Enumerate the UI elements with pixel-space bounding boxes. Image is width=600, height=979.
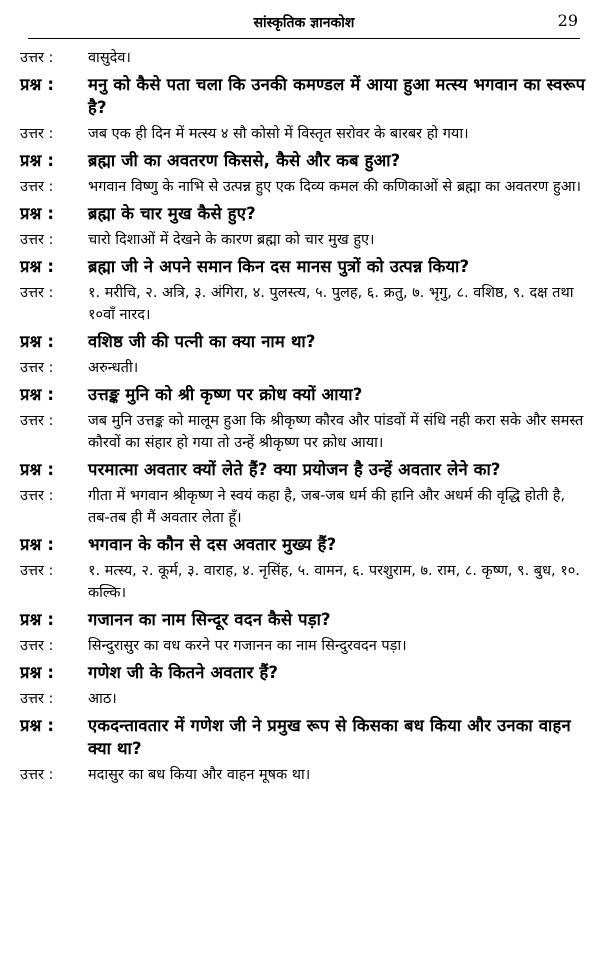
answer-label: उत्तर : [20,232,54,248]
question-entry [20,533,588,556]
answer-entry [20,485,588,529]
question-text: ब्रह्मा के चार मुख कैसे हुए? [88,204,256,223]
question-entry [20,330,588,353]
question-text: गणेश जी के कितने अवतार हैं? [88,663,279,682]
answer-text: भगवान विष्णु के नाभि से उत्पन्न हुए एक दिव्य कमल की कणिकाओं से ब्रह्मा का अवतरण हुआ। [88,179,582,195]
answer-label: उत्तर : [20,126,54,142]
question-text: उत्तङ्क मुनि को श्री कृष्ण पर क्रोध क्यों आया? [88,385,363,404]
question-label: प्रश्न : [20,332,55,351]
question-entry [20,73,588,119]
question-entry [20,202,588,225]
question-text: गजानन का नाम सिन्दूर वदन कैसे पड़ा? [88,610,331,629]
answer-text: अरुन्धती। [88,360,139,376]
question-entry [20,458,588,481]
answer-entry [20,688,588,710]
answer-text: आठ। [88,691,117,707]
question-entry [20,608,588,631]
answer-text: मदासुर का बध किया और वाहन मूषक था। [88,767,311,783]
answer-entry [20,357,588,379]
page-header [28,0,580,39]
question-label: प्रश्न : [20,257,55,276]
question-label: प्रश्न : [20,716,55,735]
answer-label: उत्तर : [20,179,54,195]
question-entry [20,714,588,760]
answer-label: उत्तर : [20,413,54,429]
question-label: प्रश्न : [20,535,55,554]
question-text: एकदन्तावतार में गणेश जी ने प्रमुख रूप से किसका बध किया और उनका वाहन क्या था? [88,716,571,758]
question-text: भगवान के कौन से दस अवतार मुख्य हैं? [88,535,337,554]
question-text: परमात्मा अवतार क्यों लेते हैं? क्या प्रयोजन है उन्हें अवतार लेने का? [88,460,501,479]
qa-list [20,39,588,786]
answer-text: जब एक ही दिन में मत्स्य ४ सौ कोसो में विस्तृत सरोवर के बारबर हो गया। [88,126,469,142]
question-text: ब्रह्मा जी का अवतरण किससे, कैसे और कब हुआ? [88,151,401,170]
question-entry [20,255,588,278]
answer-label: उत्तर : [20,50,54,66]
answer-entry [20,410,588,454]
answer-entry [20,229,588,251]
answer-label: उत्तर : [20,638,54,654]
answer-text: १. मत्स्य, २. कूर्म, ३. वाराह, ४. नृसिंह, ५. वामन, ६. परशुराम, ७. राम, ८. कृष्ण, ९. बुध, १०. कल्कि। [88,563,580,601]
question-label: प्रश्न : [20,151,55,170]
answer-text: चारो दिशाओं में देखने के कारण ब्रह्मा को चार मुख हुए। [88,232,375,248]
answer-label: उत्तर : [20,360,54,376]
answer-text: गीता में भगवान श्रीकृष्ण ने स्वयं कहा है, जब-जब धर्म की हानि और अधर्म की वृद्धि होती है, तब-तब ही मैं अवतार लेता हूँ। [88,488,566,526]
question-label: प्रश्न : [20,610,55,629]
answer-entry [20,560,588,604]
question-label: प्रश्न : [20,460,55,479]
question-label: प्रश्न : [20,204,55,223]
answer-entry [20,176,588,198]
answer-entry [20,635,588,657]
answer-text: वासुदेव। [88,50,131,66]
running-title: सांस्कृतिक ज्ञानकोश [253,15,355,31]
question-label: प्रश्न : [20,663,55,682]
answer-text: १. मरीचि, २. अत्रि, ३. अंगिरा, ४. पुलस्त्य, ५. पुलह, ६. क्रतु, ७. भृगु, ८. वशिष्ठ, ९. दक्ष तथा १०वाँ नारद। [88,285,574,323]
question-entry [20,661,588,684]
answer-entry [20,123,588,145]
question-text: वशिष्ठ जी की पत्नी का क्या नाम था? [88,332,316,351]
question-text: ब्रह्मा जी ने अपने समान किन दस मानस पुत्रों को उत्पन्न किया? [88,257,470,276]
answer-label: उत्तर : [20,767,54,783]
answer-entry [20,282,588,326]
page-number: 29 [557,11,578,30]
question-entry [20,149,588,172]
answer-entry [20,764,588,786]
answer-label: उत्तर : [20,285,54,301]
question-entry [20,383,588,406]
answer-text: जब मुनि उत्तङ्क को मालूम हुआ कि श्रीकृष्ण कौरव और पांडवों में संधि नही करा सके और समस्त कौरवों का संहार हो गया तो उन्हें श्रीकृष्ण पर क्रोध आया। [88,413,584,451]
question-label: प्रश्न : [20,75,55,94]
answer-text: सिन्दुरासुर का वध करने पर गजानन का नाम सिन्दुरवदन पड़ा। [88,638,407,654]
question-label: प्रश्न : [20,385,55,404]
answer-label: उत्तर : [20,488,54,504]
question-text: मनु को कैसे पता चला कि उनकी कमण्डल में आया हुआ मत्स्य भगवान का स्वरूप है? [88,75,586,117]
answer-label: उत्तर : [20,563,54,579]
answer-entry [20,47,588,69]
answer-label: उत्तर : [20,691,54,707]
